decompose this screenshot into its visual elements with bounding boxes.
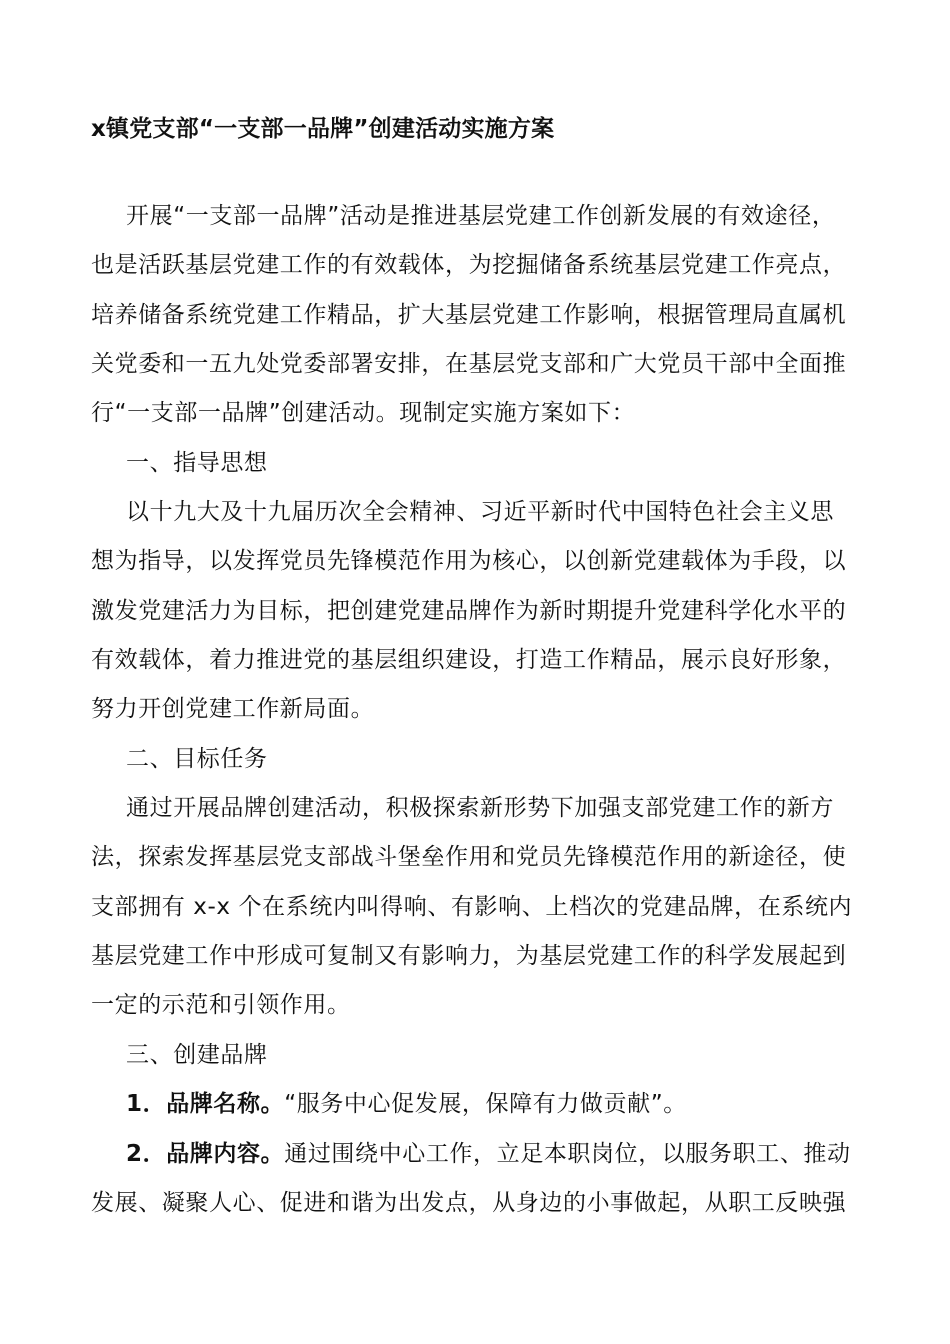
intro-line-3: 培养储备系统党建工作精品，扩大基层党建工作影响，根据管理局直属机 [91, 302, 847, 328]
intro-line-5: 行“一支部一品牌”创建活动。现制定实施方案如下： [91, 400, 636, 426]
section1-line-3: 激发党建活力为目标，把创建党建品牌作为新时期提升党建科学化水平的 [91, 598, 847, 624]
section1-line-4: 有效载体，着力推进党的基层组织建设，打造工作精品，展示良好形象， [91, 647, 847, 673]
section1-line-2: 想为指导，以发挥党员先锋模范作用为核心，以创新党建载体为手段，以 [91, 548, 847, 574]
section2-line-5: 一定的示范和引领作用。 [91, 992, 351, 1018]
section2-line-1: 通过开展品牌创建活动，积极探索新形势下加强支部党建工作的新方 [126, 795, 834, 821]
section3-item2 [126, 1137, 851, 1171]
section1-heading: 一、指导思想 [126, 450, 268, 476]
section1-line-1: 以十九大及十九届历次全会精神、习近平新时代中国特色社会主义思 [126, 499, 834, 525]
brand-content-label: 2．品牌内容。 [126, 1141, 285, 1167]
section3-item2-cont: 发展、凝聚人心、促进和谐为出发点，从身边的小事做起，从职工反映强 [91, 1190, 847, 1216]
section2-line-3: 支部拥有 x-x 个在系统内叫得响、有影响、上档次的党建品牌，在系统内 [91, 894, 853, 920]
section3-heading: 三、创建品牌 [126, 1042, 268, 1068]
intro-line-4: 关党委和一五九处党委部署安排，在基层党支部和广大党员干部中全面推 [91, 351, 847, 377]
section1-line-5: 努力开创党建工作新局面。 [91, 696, 375, 722]
document-title: x镇党支部“一支部一品牌”创建活动实施方案 [91, 116, 555, 142]
section2-heading: 二、目标任务 [126, 746, 268, 772]
section2-line-4: 基层党建工作中形成可复制又有影响力，为基层党建工作的科学发展起到 [91, 943, 847, 969]
section2-line-2: 法，探索发挥基层党支部战斗堡垒作用和党员先锋模范作用的新途径，使 [91, 844, 847, 870]
section3-item1 [126, 1087, 687, 1121]
brand-name-text: “服务中心促发展，保障有力做贡献”。 [284, 1091, 687, 1117]
brand-name-label: 1．品牌名称。 [126, 1091, 285, 1117]
intro-line-2: 也是活跃基层党建工作的有效载体，为挖掘储备系统基层党建工作亮点， [91, 252, 847, 278]
intro-line-1: 开展“一支部一品牌”活动是推进基层党建工作创新发展的有效途径， [126, 203, 836, 229]
brand-content-text: 通过围绕中心工作，立足本职岗位，以服务职工、推动 [284, 1141, 851, 1167]
